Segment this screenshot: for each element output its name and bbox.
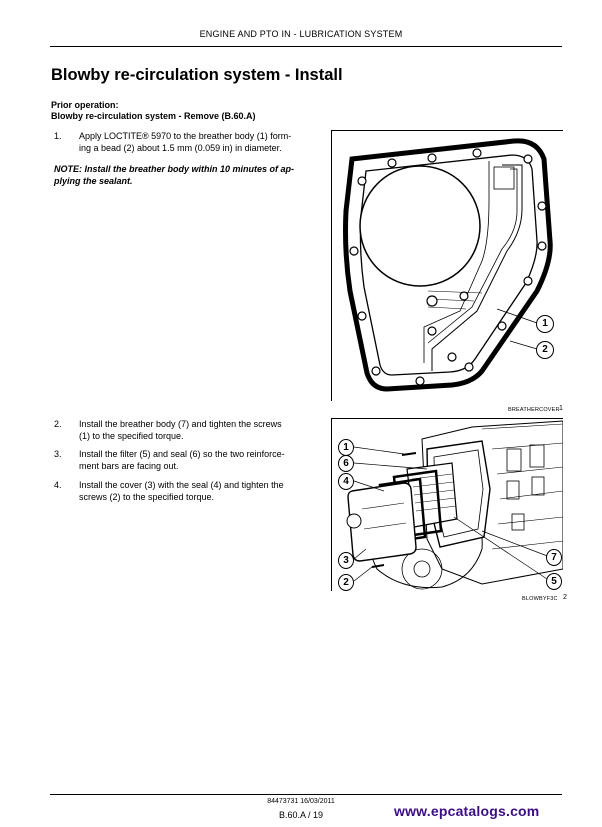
callout: 5 <box>546 573 562 590</box>
watermark-link[interactable]: www.epcatalogs.com <box>394 803 540 819</box>
step-text-line: Install the cover (3) with the seal (4) and tighten the <box>79 480 284 490</box>
step-text-line: Install the filter (5) and seal (6) so the two reinforce- <box>79 449 285 459</box>
figure-number: 1 <box>559 405 563 412</box>
figure-number: 2 <box>563 594 567 601</box>
callout: 2 <box>536 341 554 359</box>
callout: 4 <box>338 473 354 490</box>
step-number: 3. <box>54 449 62 459</box>
step-number: 2. <box>54 419 62 429</box>
step-text-line: (1) to the specified torque. <box>79 431 184 441</box>
header-rule <box>50 46 562 47</box>
blowby-assembly-drawing <box>332 419 563 591</box>
document-code: 84473731 16/03/2011 <box>267 798 335 805</box>
page-number: B.60.A / 19 <box>278 810 324 820</box>
step-text-line: ment bars are facing out. <box>79 461 179 471</box>
figure-caption: BLOWBYF3C <box>522 596 558 602</box>
step-text-line: ing a bead (2) about 1.5 mm (0.059 in) in diameter. <box>79 143 282 153</box>
callout: 6 <box>338 455 354 472</box>
step-number: 4. <box>54 480 62 490</box>
step-text-line: screws (2) to the specified torque. <box>79 492 215 502</box>
header-title: ENGINE AND PTO IN - LUBRICATION SYSTEM <box>199 29 403 39</box>
callout: 1 <box>338 439 354 456</box>
prior-operation-ref: Blowby re-circulation system - Remove (B.60.A) <box>51 111 256 121</box>
callout: 2 <box>338 574 354 591</box>
step-number: 1. <box>54 131 62 141</box>
figure-caption: BREATHERCOVER <box>508 407 560 413</box>
step-text-line: Apply LOCTITE® 5970 to the breather body (1) form- <box>79 131 292 141</box>
note-line: plying the sealant. <box>54 176 133 186</box>
callout: 1 <box>536 315 554 333</box>
figure-blowby-assembly <box>331 418 563 591</box>
callout: 3 <box>338 552 354 569</box>
callout: 7 <box>546 549 562 566</box>
breather-cover-drawing <box>332 131 563 401</box>
note-line: NOTE: Install the breather body within 10 minutes of ap- <box>54 164 295 174</box>
step-text-line: Install the breather body (7) and tighten the screws <box>79 419 282 429</box>
prior-operation-label: Prior operation: <box>51 100 119 110</box>
page-title: Blowby re-circulation system - Install <box>51 66 343 84</box>
footer-rule <box>50 794 562 795</box>
figure-breather-cover <box>331 130 563 401</box>
